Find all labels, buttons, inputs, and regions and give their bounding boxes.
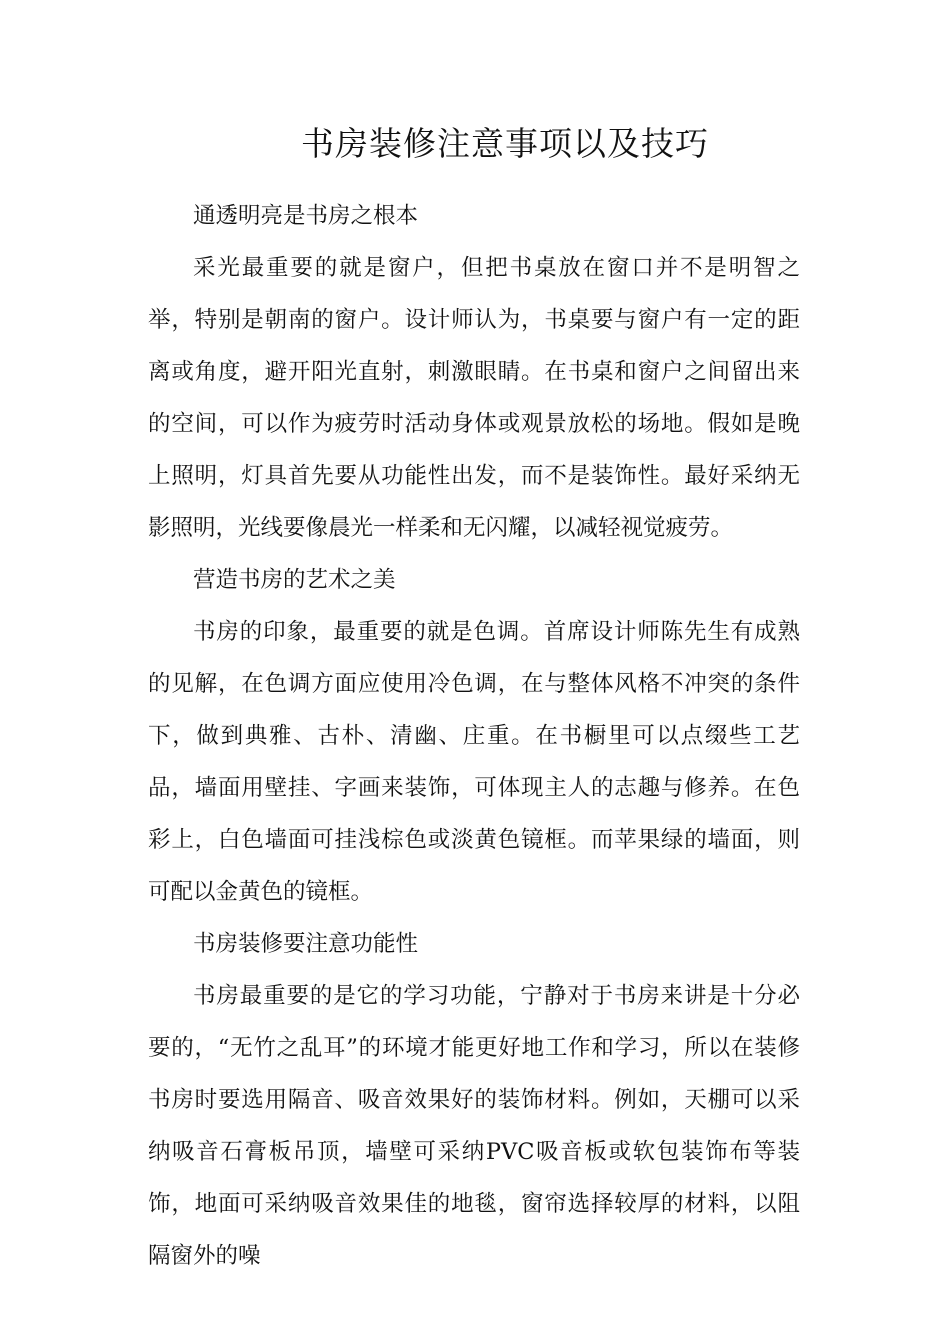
section-heading-function: 书房装修要注意功能性 (193, 931, 419, 957)
section-heading-lighting: 通透明亮是书房之根本 (193, 203, 419, 229)
paragraph-lighting: 采光最重要的就是窗户，但把书桌放在窗口并不是明智之举，特别是朝南的窗户。设计师认为，书桌要与窗户有一定的距离或角度，避开阳光直射，刺激眼睛。在书桌和窗户之间留出来的空间，可以作为疲劳时活动身体或观景放松的场地。假如是晚上照明，灯具首先要从功能性出发，而不是装饰性。最好采纳无影照明，光线要像晨光一样柔和无闪耀，以减轻视觉疲劳。 (148, 255, 800, 541)
paragraph-function: 书房最重要的是它的学习功能，宁静对于书房来讲是十分必要的，“无竹之乱耳”的环境才能更好地工作和学习，所以在装修书房时要选用隔音、吸音效果好的装饰材料。例如，天棚可以采纳吸音石膏板吊顶，墙壁可采纳PVC吸音板或软包装饰布等装饰，地面可采纳吸音效果佳的地毯，窗帘选择较厚的材料，以阻隔窗外的噪 (148, 983, 800, 1269)
document-body (148, 190, 800, 1282)
document-title: 书房装修注意事项以及技巧 (301, 124, 709, 163)
paragraph-art: 书房的印象，最重要的就是色调。首席设计师陈先生有成熟的见解，在色调方面应使用冷色调，在与整体风格不冲突的条件下，做到典雅、古朴、清幽、庄重。在书橱里可以点缀些工艺品，墙面用壁挂、字画来装饰，可体现主人的志趣与修养。在色彩上，白色墙面可挂浅棕色或淡黄色镜框。而苹果绿的墙面，则可配以金黄色的镜框。 (148, 619, 800, 905)
section-heading-art: 营造书房的艺术之美 (193, 567, 396, 593)
